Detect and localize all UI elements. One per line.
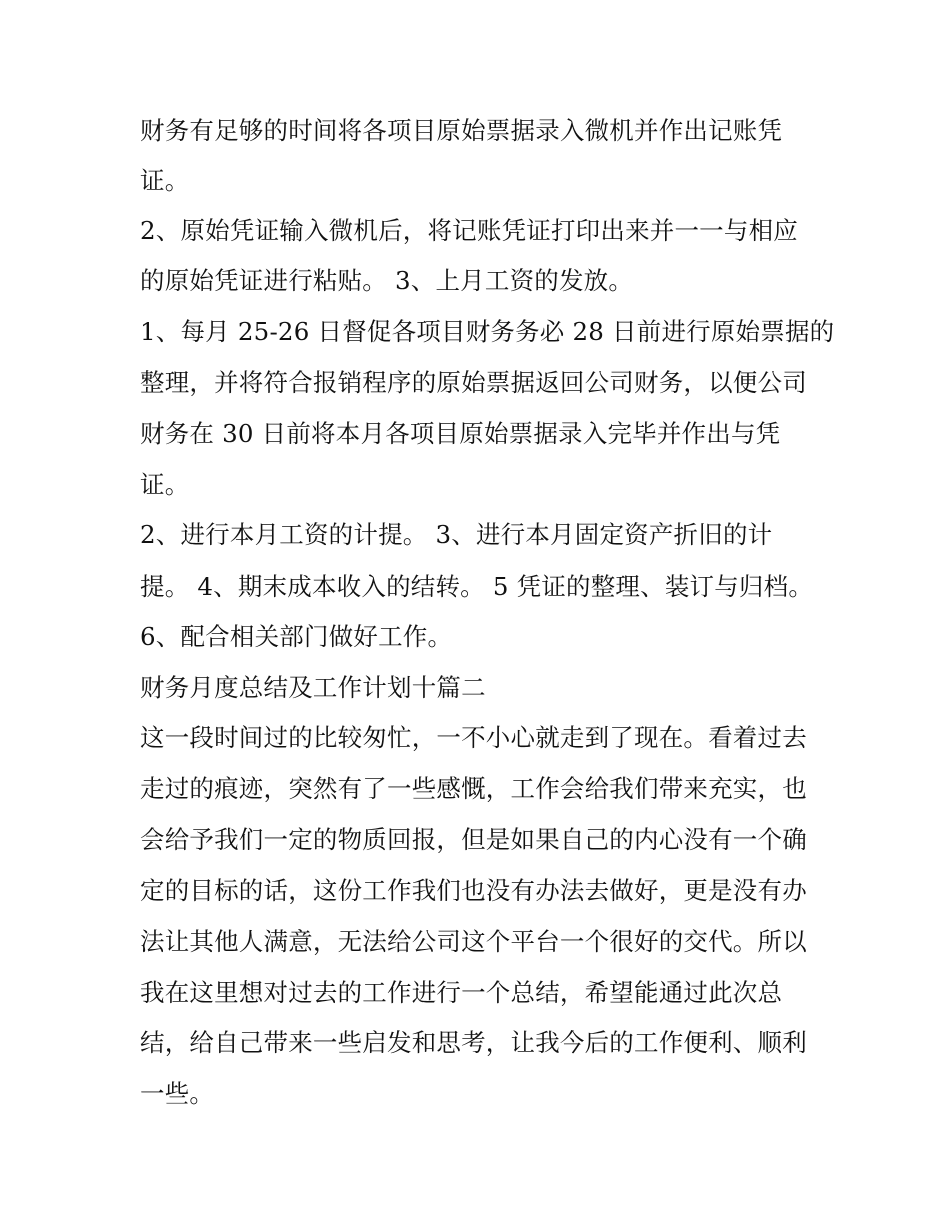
text-line-1: 财务有足够的时间将各项目原始票据录入微机并作出记账凭: [140, 116, 783, 145]
text-line-2: 证。: [140, 166, 190, 195]
text-line-9: 2、进行本月工资的计提。 3、进行本月固定资产折旧的计: [140, 520, 773, 549]
text-line-11: 6、配合相关部门做好工作。: [140, 622, 453, 651]
text-line-13: 这一段时间过的比较匆忙，一不小心就走到了现在。看着过去: [140, 723, 807, 752]
text-line-10: 提。 4、期末成本收入的结转。 5 凭证的整理、装订与归档。: [140, 572, 814, 601]
text-line-20: 一些。: [140, 1079, 215, 1108]
text-line-5: 1、每月 25-26 日督促各项目财务务必 28 日前进行原始票据的: [140, 317, 835, 346]
text-line-14: 走过的痕迹，突然有了一些感慨，工作会给我们带来充实，也: [140, 774, 807, 803]
text-line-4: 的原始凭证进行粘贴。 3、上月工资的发放。: [140, 266, 634, 295]
text-line-3: 2、原始凭证输入微机后，将记账凭证打印出来并一一与相应: [140, 216, 798, 245]
text-line-16: 定的目标的话，这份工作我们也没有办法去做好，更是没有办: [140, 876, 807, 905]
section-heading: 财务月度总结及工作计划十篇二: [140, 673, 486, 702]
text-line-8: 证。: [140, 470, 190, 499]
text-line-6: 整理，并将符合报销程序的原始票据返回公司财务，以便公司: [140, 368, 807, 397]
text-line-15: 会给予我们一定的物质回报，但是如果自己的内心没有一个确: [140, 825, 807, 854]
text-line-7: 财务在 30 日前将本月各项目原始票据录入完毕并作出与凭: [140, 419, 781, 448]
text-line-19: 结，给自己带来一些启发和思考，让我今后的工作便利、顺利: [140, 1028, 807, 1057]
text-line-18: 我在这里想对过去的工作进行一个总结，希望能通过此次总: [140, 978, 783, 1007]
text-line-17: 法让其他人满意，无法给公司这个平台一个很好的交代。所以: [140, 927, 807, 956]
